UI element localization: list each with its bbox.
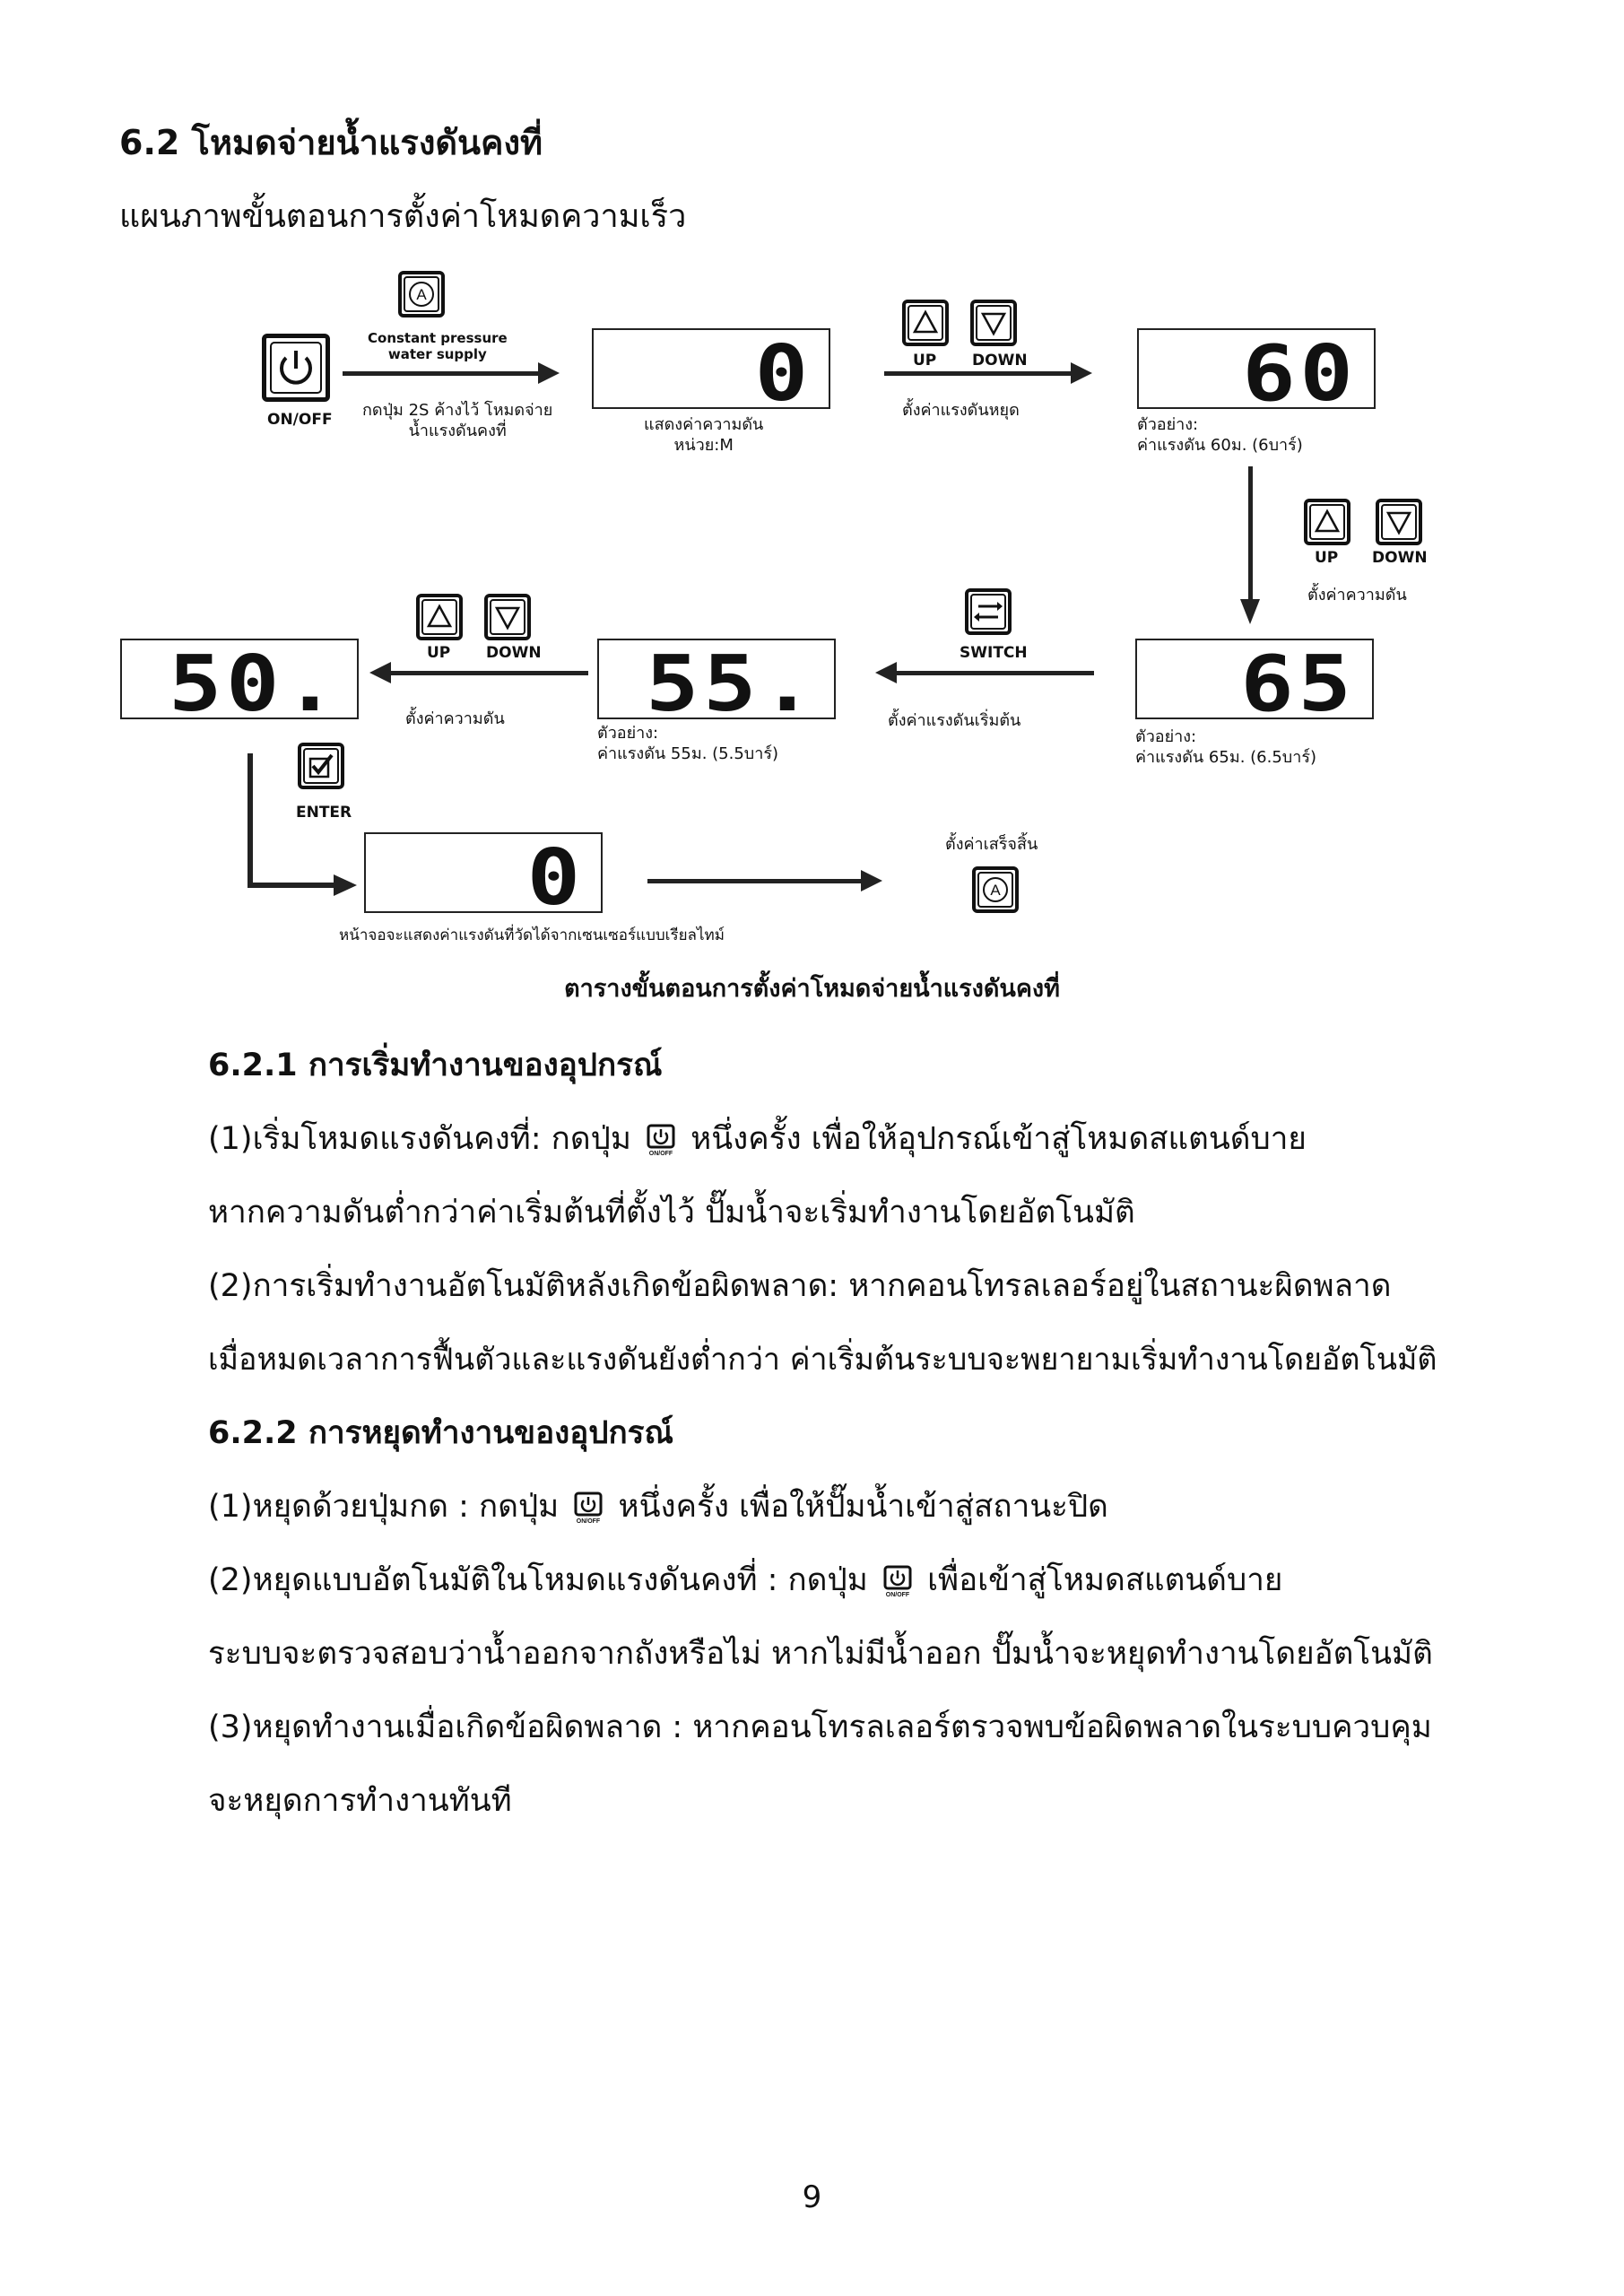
display-4 <box>597 639 836 729</box>
power-icon <box>647 1124 675 1156</box>
done-note: ตั้งค่าเสร็จสิ้น <box>945 835 1038 854</box>
paragraph-text: (1)เริ่มโหมดแรงดันคงที่: กดปุ่ม <box>208 1121 631 1157</box>
up-arrow-icon <box>1304 499 1350 545</box>
onoff-label: ON/OFF <box>267 411 333 429</box>
down-arrow-icon <box>1376 499 1422 545</box>
switch-label: SWITCH <box>960 644 1028 662</box>
display-4-value: 55. <box>645 639 818 729</box>
start-pressure-note: ตั้งค่าแรงดันเริ่มต้น <box>888 711 1021 730</box>
display-5 <box>120 639 359 729</box>
set-pressure-note: ตั้งค่าความดัน <box>405 709 505 728</box>
auto-mode-icon <box>398 271 445 317</box>
paragraph-text: เพื่อเข้าสู่โหมดสแตนด์บาย <box>927 1562 1283 1598</box>
paragraph-text: หนึ่งครั้ง เพื่อให้อุปกรณ์เข้าสู่โหมดสแตนด์บาย <box>690 1121 1307 1157</box>
section-6-2-2-title: 6.2.2 การหยุดทำงานของอุปกรณ์ <box>208 1415 673 1451</box>
down-label: DOWN <box>1372 549 1428 567</box>
svg-text:A: A <box>416 286 427 303</box>
set-pressure-note: ตั้งค่าความดัน <box>1307 586 1407 604</box>
display-4-note: ตัวอย่าง: ค่าแรงดัน 55ม. (5.5บาร์) <box>597 724 779 764</box>
section-6-2-1-title: 6.2.1 การเริ่มทำงานของอุปกรณ์ <box>208 1048 663 1083</box>
constant-pressure-label: Constant pressure water supply <box>368 330 508 362</box>
enter-label: ENTER <box>296 804 352 822</box>
power-icon <box>574 1492 603 1524</box>
display-6 <box>364 832 603 923</box>
flow-arrow-down-head <box>1240 599 1260 624</box>
svg-text:A: A <box>990 882 1001 899</box>
section-heading: 6.2 โหมดจ่ายน้ำแรงดันคงที่ <box>119 123 543 162</box>
paragraph-text: (2)หยุดแบบอัตโนมัติในโหมดแรงดันคงที่ : กดปุ่ม <box>208 1562 868 1598</box>
up-arrow-icon <box>902 300 949 346</box>
flow-arrow-2 <box>884 371 1073 376</box>
flow-arrow-4 <box>389 671 588 675</box>
flow-arrow-3 <box>895 671 1094 675</box>
step1-note: กดปุ่ม 2S ค้างไว้ โหมดจ่าย น้ำแรงดันคงที่ <box>362 401 553 441</box>
up-label: UP <box>427 644 451 662</box>
flow-arrow-down <box>1248 466 1253 601</box>
switch-icon <box>965 588 1012 635</box>
paragraph-text: หนึ่งครั้ง เพื่อให้ปั๊มน้ำเข้าสู่สถานะปิด <box>618 1489 1108 1525</box>
paragraph-line: (2)การเริ่มทำงานอัตโนมัติหลังเกิดข้อผิดพลาด: หากคอนโทรลเลอร์อยู่ในสถานะผิดพลาด <box>208 1268 1392 1304</box>
page-number: 9 <box>802 2179 822 2215</box>
power-icon <box>262 334 330 402</box>
up-arrow-icon <box>416 594 463 640</box>
paragraph-line: หากความดันต่ำกว่าค่าเริ่มต้นที่ตั้งไว้ ปั๊มน้ำจะเริ่มทำงานโดยอัตโนมัติ <box>208 1195 1135 1231</box>
paragraph-line <box>208 1114 1307 1163</box>
display-2-note: ตัวอย่าง: ค่าแรงดัน 60ม. (6บาร์) <box>1137 415 1303 456</box>
power-icon <box>883 1565 912 1597</box>
paragraph-line: ระบบจะตรวจสอบว่าน้ำออกจากถังหรือไม่ หากไม่มีน้ำออก ปั๊มน้ำจะหยุดทำงานโดยอัตโนมัติ <box>208 1636 1433 1672</box>
down-label: DOWN <box>486 644 542 662</box>
diagram-caption: ตารางขั้นตอนการตั้งค่าโหมดจ่ายน้ำแรงดันคงที่ <box>564 975 1060 1003</box>
display-1-note: แสดงค่าความดัน หน่วย:M <box>644 415 764 456</box>
paragraph-line: (3)หยุดทำงานเมื่อเกิดข้อผิดพลาด : หากคอนโทรลเลอร์ตรวจพบข้อผิดพลาดในระบบควบคุม <box>208 1709 1432 1745</box>
auto-mode-icon <box>972 866 1019 913</box>
display-6-value: 0 <box>526 833 585 923</box>
svg-text:ON/OFF: ON/OFF <box>885 1592 910 1597</box>
paragraph-line: จะหยุดการทำงานทันที <box>208 1783 512 1819</box>
svg-text:ON/OFF: ON/OFF <box>648 1151 673 1156</box>
flow-arrow-l-horizontal <box>248 883 335 888</box>
up-label: UP <box>913 352 937 370</box>
paragraph-text: (1)หยุดด้วยปุ่มกด : กดปุ่ม <box>208 1489 560 1525</box>
flow-arrow-1 <box>343 371 540 376</box>
display-1 <box>592 328 830 419</box>
display-2 <box>1137 328 1376 419</box>
display-3-note: ตัวอย่าง: ค่าแรงดัน 65ม. (6.5บาร์) <box>1135 727 1317 768</box>
flow-arrow-5 <box>647 879 863 883</box>
display-6-note: หน้าจอจะแสดงค่าแรงดันที่วัดได้จากเซนเซอร์แบบเรียลไทม์ <box>339 926 725 944</box>
display-5-value: 50. <box>168 639 341 729</box>
display-3 <box>1135 639 1374 729</box>
display-3-value: 65 <box>1240 639 1356 729</box>
diagram-subheading: แผนภาพขั้นตอนการตั้งค่าโหมดความเร็ว <box>119 198 687 235</box>
flow-arrow-l-vertical <box>248 753 253 888</box>
down-arrow-icon <box>970 300 1017 346</box>
display-2-value: 60 <box>1242 329 1358 419</box>
enter-checkbox-icon <box>298 743 344 789</box>
flow-arrow-l-head <box>334 874 357 896</box>
down-arrow-icon <box>484 594 531 640</box>
display-1-value: 0 <box>754 329 812 419</box>
paragraph-line <box>208 1482 1108 1531</box>
stop-pressure-note: ตั้งค่าแรงดันหยุด <box>902 401 1020 420</box>
up-label: UP <box>1315 549 1339 567</box>
svg-text:ON/OFF: ON/OFF <box>577 1518 601 1524</box>
down-label: DOWN <box>972 352 1028 370</box>
paragraph-line: เมื่อหมดเวลาการฟื้นตัวและแรงดันยังต่ำกว่า ค่าเริ่มต้นระบบจะพยายามเริ่มทำงานโดยอัตโนมัติ <box>208 1342 1437 1378</box>
paragraph-line <box>208 1555 1282 1605</box>
